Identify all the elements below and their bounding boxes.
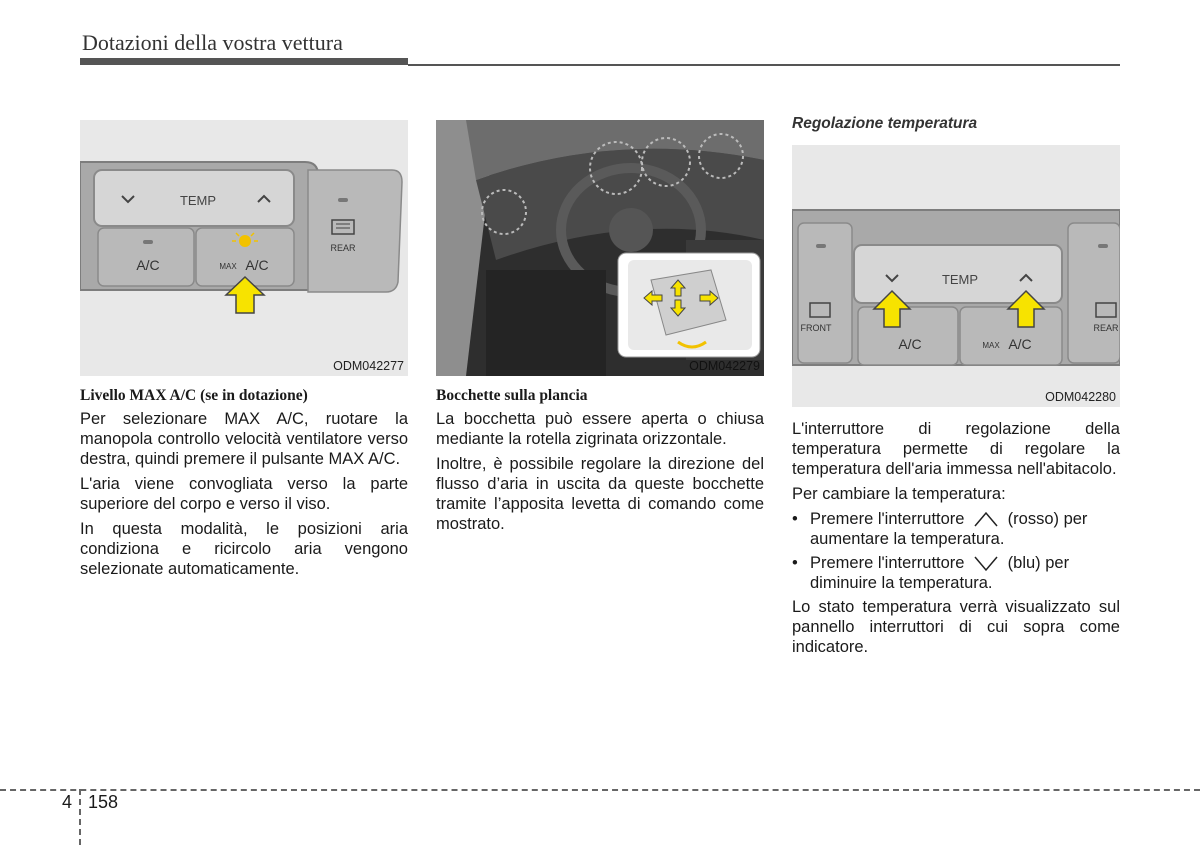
bullet-text: Premere l'interruttore [810, 554, 965, 572]
bullet-item [792, 553, 1120, 593]
page-number: 158 [88, 792, 119, 812]
section-heading: Bocchette sulla plancia [436, 387, 588, 404]
section-heading: Livello MAX A/C (se in dotazione) [80, 387, 308, 404]
max-label: MAX [219, 262, 237, 271]
temp-label: TEMP [941, 272, 979, 287]
paragraph: Lo stato temperatura verrà visualizzato sul pannello interruttori di cui sopra come indicatore. [792, 598, 1120, 656]
max-label: MAX [982, 341, 1000, 350]
rear-label: REAR [1093, 323, 1119, 333]
max-ac-button-label: A/C [245, 257, 269, 273]
column-max-ac [80, 120, 408, 584]
figure-max-ac-panel [80, 120, 408, 376]
temp-panel-illustration [792, 145, 1120, 407]
bullet-item [792, 509, 1120, 549]
chevron-down-icon [973, 554, 999, 572]
figure-dashboard-vents [436, 120, 764, 376]
figure-temp-panel [792, 145, 1120, 407]
header-rule-thick [80, 58, 408, 65]
bullet-text: Premere l'interruttore [810, 510, 965, 528]
chevron-up-icon [973, 510, 999, 528]
rear-label: REAR [330, 243, 356, 253]
bullet-text: (rosso) per aumentare la temperatura. [810, 510, 1088, 548]
figure-code: ODM042279 [689, 359, 760, 373]
column-dash-vents [436, 120, 764, 539]
paragraph: L'interruttore di regolazione della temperatura permette di regolare la temperatura dell'aria immessa nell'abitacolo. [792, 420, 1120, 478]
paragraph: Per cambiare la temperatura: [792, 485, 1006, 503]
footer-vrule [79, 789, 81, 845]
section-title: Regolazione temperatura [792, 115, 978, 132]
figure-code: ODM042277 [333, 359, 404, 373]
paragraph: In questa modalità, le posizioni aria condiziona e ricircolo aria vengono selezionate automaticamente. [80, 520, 408, 578]
ac-button-label: A/C [136, 257, 160, 273]
front-label: FRONT [800, 323, 832, 333]
section-number: 4 [62, 792, 73, 812]
bullet-dot: • [792, 510, 798, 528]
column-temp-control [792, 115, 1120, 662]
bullet-text: (blu) per diminuire la temperatura. [810, 554, 1070, 592]
dashboard-illustration [436, 120, 764, 376]
page-header-title: Dotazioni della vostra vettura [82, 30, 343, 55]
ac-button-label: A/C [898, 336, 922, 352]
max-ac-panel-illustration [80, 120, 408, 376]
figure-code: ODM042280 [1045, 390, 1116, 404]
paragraph: La bocchetta può essere aperta o chiusa mediante la rotella zigrinata orizzontale. [436, 410, 764, 448]
footer-rule [0, 789, 1200, 791]
max-ac-button-label: A/C [1008, 336, 1032, 352]
header-rule-thin [408, 64, 1120, 66]
paragraph: L'aria viene convogliata verso la parte superiore del corpo e verso il viso. [80, 475, 408, 513]
paragraph: Inoltre, è possibile regolare la direzione del flusso d’aria in uscita da queste bocchette tramite l’apposita levetta di comando come mostrato. [436, 455, 764, 533]
temp-label: TEMP [179, 193, 217, 208]
bullet-dot: • [792, 554, 798, 572]
paragraph: Per selezionare MAX A/C, ruotare la manopola controllo velocità ventilatore verso destra, quindi premere il pulsante MAX A/C. [80, 410, 408, 468]
